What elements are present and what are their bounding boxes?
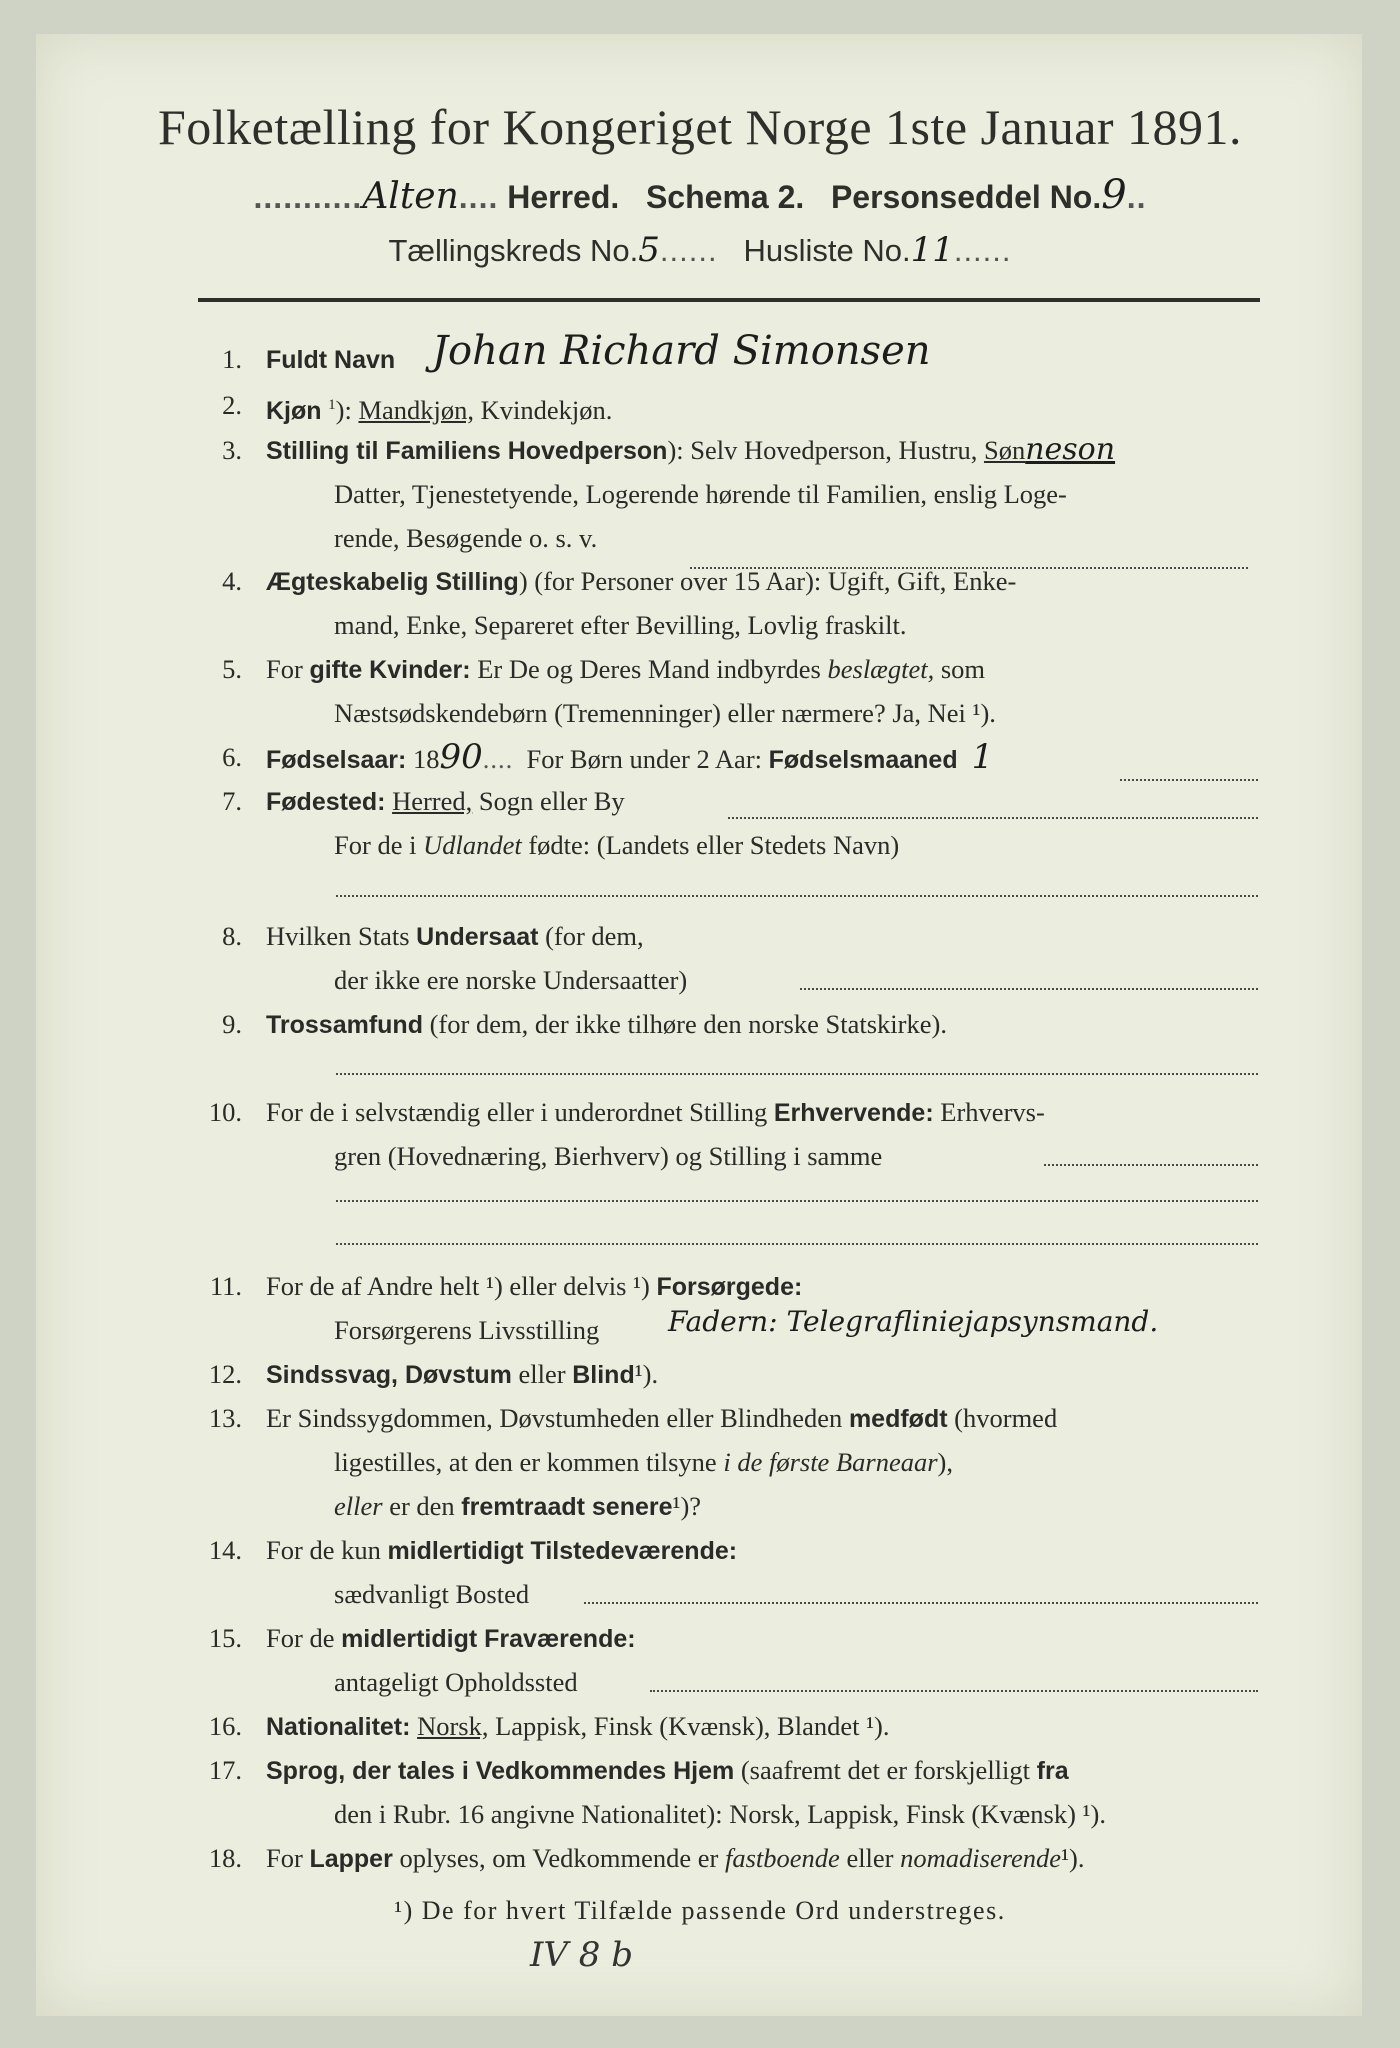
schema-label: Schema 2. (645, 179, 805, 215)
answer-line (800, 988, 1258, 990)
selected-option: Søn (983, 435, 1026, 465)
kreds-label: Tællingskreds No. (388, 233, 639, 268)
husliste-label: Husliste No. (743, 233, 911, 268)
selected-option: Herred, (392, 786, 473, 816)
kreds-number: 5 (638, 230, 660, 270)
answer-line (1044, 1164, 1258, 1166)
answer-line (584, 1602, 1258, 1604)
relation-answer: neson (1025, 432, 1116, 467)
answer-line (728, 817, 1258, 819)
birth-month-answer: 1 (971, 737, 994, 777)
selected-option: Mandkjøn, (358, 394, 475, 425)
answer-line (336, 1200, 1258, 1202)
answer-line (336, 895, 1258, 897)
header-divider (198, 298, 1260, 302)
form-subtitle-2: Tællingskreds No.5...... Husliste No.11...... (388, 230, 1012, 270)
form-title: Folketælling for Kongeriget Norge 1ste Januar 1891. (157, 99, 1243, 155)
answer-line (1120, 779, 1258, 781)
personseddel-number: 9 (1101, 172, 1127, 218)
herred-label: Herred. (507, 179, 620, 215)
husliste-number: 11 (910, 230, 954, 270)
answer-line (336, 1073, 1258, 1075)
archive-mark: IV 8 b (530, 1935, 633, 1975)
form-subtitle: ...........Alten.... Herred. Schema 2. Personseddel No.9.. (253, 172, 1147, 218)
answer-line (336, 1243, 1258, 1245)
herred-answer: Alten (362, 176, 459, 217)
full-name-answer: Johan Richard Simonsen (432, 328, 931, 374)
footnote: ¹) De for hvert Tilfælde passende Ord understreges. (394, 1896, 1006, 1925)
answer-line (650, 1690, 1258, 1692)
birth-year-answer: 90 (439, 737, 483, 777)
provider-occupation-answer: Fadern: Telegrafliniejapsynsmand. (668, 1305, 1159, 1338)
selected-option: Norsk, (417, 1711, 489, 1741)
personseddel-label: Personseddel No. (830, 179, 1102, 215)
